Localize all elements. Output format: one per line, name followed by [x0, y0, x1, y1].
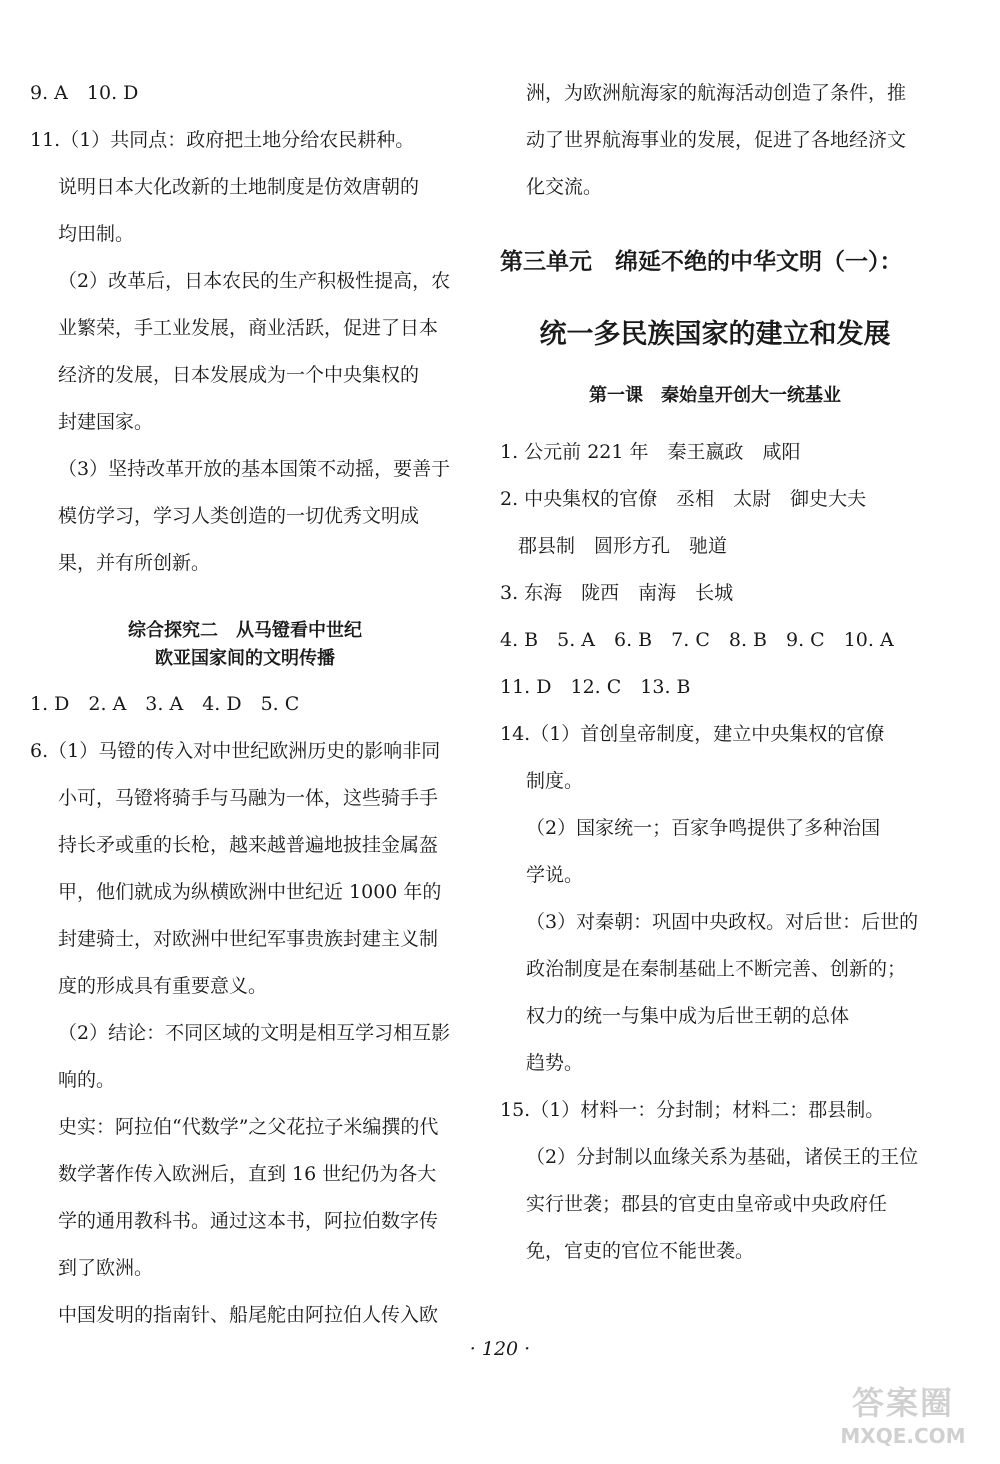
answer-line: 果，并有所创新。: [58, 552, 211, 574]
answer-line: 甲，他们就成为纵横欧洲中世纪近 1000 年的: [58, 881, 442, 903]
answer-line: 政治制度是在秦制基础上不断完善、创新的；: [526, 958, 907, 980]
answer-line: 中国发明的指南针、船尾舵由阿拉伯人传入欧: [58, 1304, 439, 1326]
answer-line: 封建国家。: [58, 411, 154, 433]
answer-line: 封建骑士，对欧洲中世纪军事贵族封建主义制: [58, 928, 439, 950]
answer-line: 1. D 2. A 3. A 4. D 5. C: [30, 693, 300, 715]
answer-line: 数学著作传入欧洲后，直到 16 世纪仍为各大: [58, 1163, 437, 1185]
answer-line: 11.（1）共同点：政府把土地分给农民耕种。: [30, 129, 415, 151]
answer-line: 动了世界航海事业的发展，促进了各地经济文: [526, 129, 907, 151]
topic-title-line2: 欧亚国家间的文明传播: [155, 648, 335, 669]
answer-line: 实行世袭；郡县的官吏由皇帝或中央政府任: [526, 1193, 888, 1215]
answer-line: 15.（1）材料一：分封制；材料二：郡县制。: [500, 1099, 885, 1121]
page-number: · 120 ·: [469, 1338, 531, 1360]
watermark-logo: [828, 1378, 978, 1450]
answer-line: （2）改革后，日本农民的生产积极性提高，农: [58, 270, 451, 292]
answer-line: （2）结论：不同区域的文明是相互学习相互影: [58, 1022, 451, 1044]
answer-line: 3. 东海 陇西 南海 长城: [500, 582, 734, 604]
answer-line: 到了欧洲。: [58, 1257, 154, 1279]
answer-line: 业繁荣，手工业发展，商业活跃，促进了日本: [58, 317, 439, 339]
answer-line: 免，官吏的官位不能世袭。: [526, 1240, 755, 1262]
answer-line: 史实：阿拉伯“代数学”之父花拉子米编撰的代: [58, 1116, 439, 1138]
answer-line: 1. 公元前 221 年 秦王嬴政 咸阳: [500, 441, 801, 463]
answer-line: 化交流。: [526, 176, 603, 198]
watermark-url: MXQE.COM: [840, 1424, 966, 1448]
answer-line: 均田制。: [58, 223, 135, 245]
lesson-title: 第一课 秦始皇开创大一统基业: [589, 385, 841, 406]
answer-line: 学的通用教科书。通过这本书，阿拉伯数字传: [58, 1210, 439, 1232]
unit-subtitle: 统一多民族国家的建立和发展: [539, 319, 891, 350]
unit-title: 第三单元 绵延不绝的中华文明（一）：: [500, 249, 903, 275]
answer-line: 4. B 5. A 6. B 7. C 8. B 9. C 10. A: [500, 629, 894, 651]
watermark-text: 答案圈: [851, 1384, 954, 1422]
answer-line: 14.（1）首创皇帝制度，建立中央集权的官僚: [500, 723, 885, 745]
right-column: [500, 70, 930, 1275]
answer-line: （2）分封制以血缘关系为基础，诸侯王的王位: [526, 1146, 919, 1168]
answer-line: 度的形成具有重要意义。: [58, 975, 268, 997]
answer-line: 洲，为欧洲航海家的航海活动创造了条件，推: [526, 82, 907, 104]
answer-line: 郡县制 圆形方孔 驰道: [518, 535, 728, 557]
answer-line: 响的。: [58, 1069, 116, 1091]
answer-line: 小可，马镫将骑手与马融为一体，这些骑手手: [58, 787, 439, 809]
answer-line: （3）对秦朝：巩固中央政权。对后世：后世的: [526, 911, 919, 933]
answer-line: 持长矛或重的长枪，越来越普遍地披挂金属盔: [58, 834, 439, 856]
answer-line: 权力的统一与集中成为后世王朝的总体: [526, 1005, 850, 1027]
answer-line: 11. D 12. C 13. B: [500, 676, 691, 698]
answer-line: 模仿学习，学习人类创造的一切优秀文明成: [58, 505, 420, 527]
answer-line: 9. A 10. D: [30, 82, 139, 104]
answer-line: 经济的发展，日本发展成为一个中央集权的: [58, 364, 420, 386]
answer-line: 2. 中央集权的官僚 丞相 太尉 御史大夫: [500, 488, 867, 510]
answer-line: （3）坚持改革开放的基本国策不动摇，要善于: [58, 458, 451, 480]
answer-line: 学说。: [526, 864, 584, 886]
answer-line: 趋势。: [526, 1052, 584, 1074]
answer-line: 制度。: [526, 770, 584, 792]
answer-line: 6.（1）马镫的传入对中世纪欧洲历史的影响非同: [30, 740, 441, 762]
answer-line: 说明日本大化改新的土地制度是仿效唐朝的: [58, 176, 420, 198]
left-column: [30, 70, 460, 1339]
answer-line: （2）国家统一；百家争鸣提供了多种治国: [526, 817, 881, 839]
topic-title-line1: 综合探究二 从马镫看中世纪: [128, 620, 362, 641]
